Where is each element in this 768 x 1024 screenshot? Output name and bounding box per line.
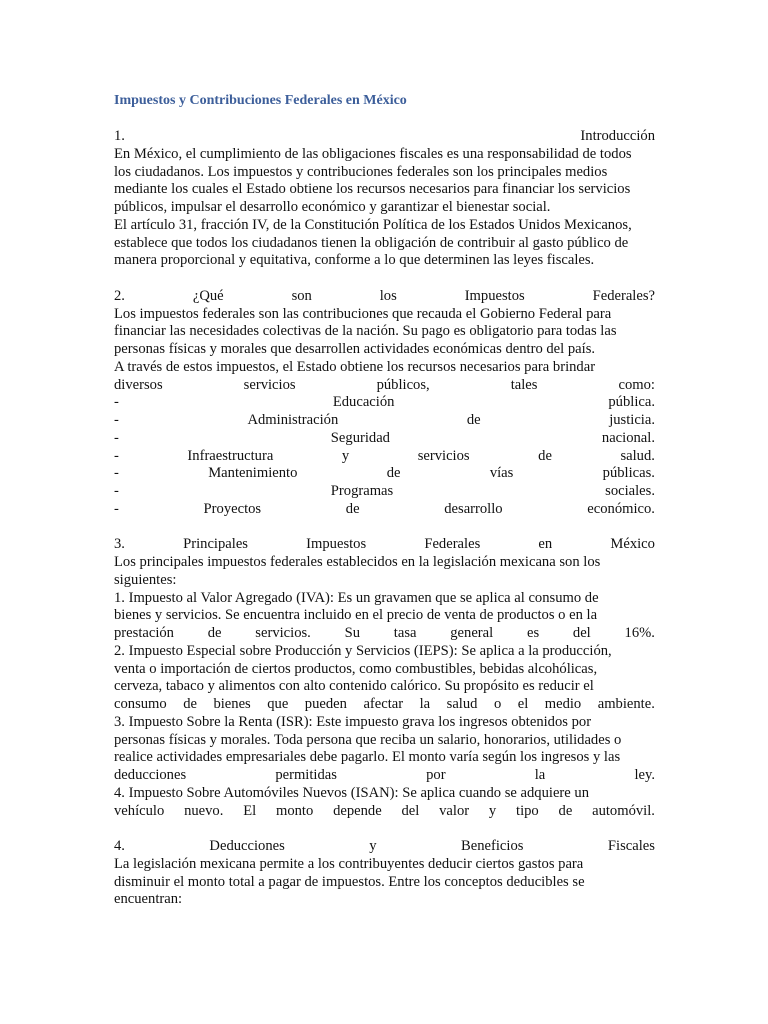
text-line: cerveza, tabaco y alimentos con alto contenido calórico. Su propósito es reducir el <box>114 678 594 695</box>
paragraph-gap <box>114 519 655 537</box>
text-line: bienes y servicios. Se encuentra incluido en el precio de venta de productos o en la <box>114 607 598 624</box>
justified-line <box>114 412 655 430</box>
line-word: Principales <box>183 536 248 553</box>
line-word: Introducción <box>580 128 655 144</box>
line-word: general <box>450 625 494 641</box>
line-word: - <box>114 394 119 411</box>
line-word: de <box>183 696 197 712</box>
text-line: disminuir el monto total a pagar de impuestos. Entre los conceptos deducibles se <box>114 873 585 890</box>
text-line: Los principales impuestos federales establecidos en la legislación mexicana son los <box>114 554 601 570</box>
line-word: bienes <box>213 696 251 712</box>
line-word: económico. <box>587 500 655 517</box>
line-word: - <box>114 500 119 517</box>
justified-line <box>114 288 655 306</box>
line-word: automóvil. <box>592 802 655 819</box>
line-word: justicia. <box>609 412 655 428</box>
document-title: Impuestos y Contribuciones Federales en México <box>114 93 407 108</box>
text-line: mediante los cuales el Estado obtiene los recursos necesarios para financiar los servicios <box>114 181 631 198</box>
line-word: Infraestructura <box>187 447 274 464</box>
line-word: ambiente. <box>597 696 655 712</box>
line-word: Programas <box>330 483 394 499</box>
line-word: pública. <box>608 394 655 411</box>
line-word: los <box>379 287 397 304</box>
justified-line <box>114 394 655 412</box>
line-word: del <box>572 625 591 641</box>
line-word: - <box>114 412 119 428</box>
text-line: venta o importación de ciertos productos, como combustibles, bebidas alcohólicas, <box>114 660 598 677</box>
line-word: 3. <box>114 536 125 553</box>
text-line: La legislación mexicana permite a los contribuyentes deducir ciertos gastos para <box>114 855 584 872</box>
line-word: prestación <box>114 625 174 641</box>
line-word: y <box>341 447 350 464</box>
line-word: tales <box>510 376 538 393</box>
line-word: de <box>345 500 360 517</box>
text-line: El artículo 31, fracción IV, de la Constitución Política de los Estados Unidos Mexicanos, <box>114 216 632 233</box>
line-word: Mantenimiento <box>208 465 298 482</box>
line-word: medio <box>544 696 582 712</box>
text-line: manera proporcional y equitativa, conforme a lo que determinen las leyes fiscales. <box>114 252 595 269</box>
line-word: Educación <box>332 394 395 411</box>
line-word: Federales <box>424 536 481 553</box>
line-word: públicas. <box>602 465 655 482</box>
line-word: monto <box>275 802 314 819</box>
line-word: son <box>291 287 312 304</box>
line-word: de <box>466 412 481 428</box>
line-word: México <box>610 536 655 553</box>
line-word: pueden <box>304 696 347 712</box>
line-word: 16%. <box>624 625 655 641</box>
line-word: valor <box>439 802 470 819</box>
text-line: siguientes: <box>114 571 177 588</box>
line-word: que <box>267 696 289 712</box>
paragraph-gap <box>114 270 655 288</box>
justified-line <box>114 128 655 146</box>
line-word: - <box>114 483 119 499</box>
line-word: públicos, <box>376 376 430 393</box>
line-word: por <box>426 767 446 783</box>
line-word: Deducciones <box>209 838 285 854</box>
line-word: y <box>369 838 377 854</box>
line-word: desarrollo <box>444 500 503 517</box>
line-word: deducciones <box>114 767 187 783</box>
line-word: servicios <box>243 376 296 393</box>
line-word: del <box>401 802 420 819</box>
line-word: depende <box>333 802 382 819</box>
justified-line <box>114 501 655 519</box>
text-line: 1. Impuesto al Valor Agregado (IVA): Es un gravamen que se aplica al consumo de <box>114 589 599 606</box>
text-line: públicos, impulsar el desarrollo económico y garantizar el bienestar social. <box>114 199 551 215</box>
line-word: como: <box>618 376 655 393</box>
line-word: vehículo <box>114 802 165 819</box>
line-word: nacional. <box>601 429 655 446</box>
justified-line <box>114 625 655 643</box>
line-word: ¿Qué <box>192 287 224 304</box>
line-word: tasa <box>393 625 417 641</box>
line-word: tipo <box>516 802 539 819</box>
line-word: servicios. <box>255 625 311 641</box>
text-line: personas físicas y morales. Toda persona que reciba un salario, honorarios, utilidades o <box>114 731 622 748</box>
line-word: sociales. <box>605 483 655 499</box>
text-line: personas físicas y morales que desarrollen actividades económicas dentro del país. <box>114 341 596 357</box>
line-word: 1. <box>114 128 125 144</box>
line-word: servicios <box>417 447 470 464</box>
text-line: 4. Impuesto Sobre Automóviles Nuevos (ISAN): Se aplica cuando se adquiere un <box>114 784 590 801</box>
line-word: salud <box>446 696 478 712</box>
text-line: 3. Impuesto Sobre la Renta (ISR): Este impuesto grava los ingresos obtenidos por <box>114 713 592 730</box>
text-line: realice actividades empresariales debe pagarlo. El monto varía según los ingresos y las <box>114 749 621 766</box>
line-word: la <box>419 696 431 712</box>
justified-line <box>114 483 655 501</box>
line-word: Proyectos <box>203 500 262 517</box>
text-line: financiar las necesidades colectivas de la nación. Su pago es obligatorio para todas las <box>114 323 617 340</box>
line-word: afectar <box>363 696 404 712</box>
line-word: - <box>114 429 119 446</box>
line-word: vías <box>489 465 514 482</box>
line-word: diversos <box>114 376 163 393</box>
justified-line <box>114 377 655 395</box>
line-word: Impuestos <box>306 536 367 553</box>
text-line: Los impuestos federales son las contribuciones que recauda el Gobierno Federal para <box>114 305 612 322</box>
line-word: de <box>386 465 401 482</box>
justified-line <box>114 536 655 554</box>
line-word: El <box>243 802 257 819</box>
line-word: 2. <box>114 287 125 304</box>
text-line: establece que todos los ciudadanos tienen la obligación de contribuir al gasto público de <box>114 234 629 251</box>
line-word: el <box>517 696 529 712</box>
line-word: de <box>538 447 552 464</box>
justified-line <box>114 448 655 466</box>
text-line: los ciudadanos. Los impuestos y contribuciones federales son los principales medios <box>114 163 608 180</box>
line-word: de <box>558 802 573 819</box>
line-word: de <box>207 625 222 641</box>
text-line: A través de estos impuestos, el Estado obtiene los recursos necesarios para brindar <box>114 358 596 375</box>
line-word: nuevo. <box>184 802 224 819</box>
line-word: Seguridad <box>330 429 390 446</box>
line-word: Impuestos <box>464 287 525 304</box>
justified-line <box>114 803 655 821</box>
justified-line <box>114 767 655 785</box>
line-word: - <box>114 465 119 482</box>
line-word: o <box>493 696 502 712</box>
line-word: Su <box>344 625 361 641</box>
justified-line <box>114 696 655 714</box>
line-word: y <box>488 802 497 819</box>
line-word: 4. <box>114 838 125 854</box>
justified-line <box>114 430 655 448</box>
line-word: Federales? <box>592 287 655 304</box>
document-body <box>114 128 655 909</box>
justified-line <box>114 465 655 483</box>
line-word: es <box>526 625 540 641</box>
line-word: en <box>538 536 553 553</box>
line-word: salud. <box>620 447 655 464</box>
line-word: Administración <box>247 412 339 428</box>
line-word: la <box>534 767 546 783</box>
text-line: 2. Impuesto Especial sobre Producción y Servicios (IEPS): Se aplica a la producción, <box>114 642 612 659</box>
line-word: Beneficios <box>461 838 524 854</box>
text-line: encuentran: <box>114 891 183 908</box>
text-line: En México, el cumplimiento de las obligaciones fiscales es una responsabilidad de todos <box>114 145 632 162</box>
line-word: - <box>114 447 119 464</box>
paragraph-gap <box>114 820 655 838</box>
line-word: ley. <box>634 767 655 783</box>
justified-line <box>114 838 655 856</box>
line-word: consumo <box>114 696 167 712</box>
line-word: Fiscales <box>607 838 655 854</box>
line-word: permitidas <box>275 767 337 783</box>
